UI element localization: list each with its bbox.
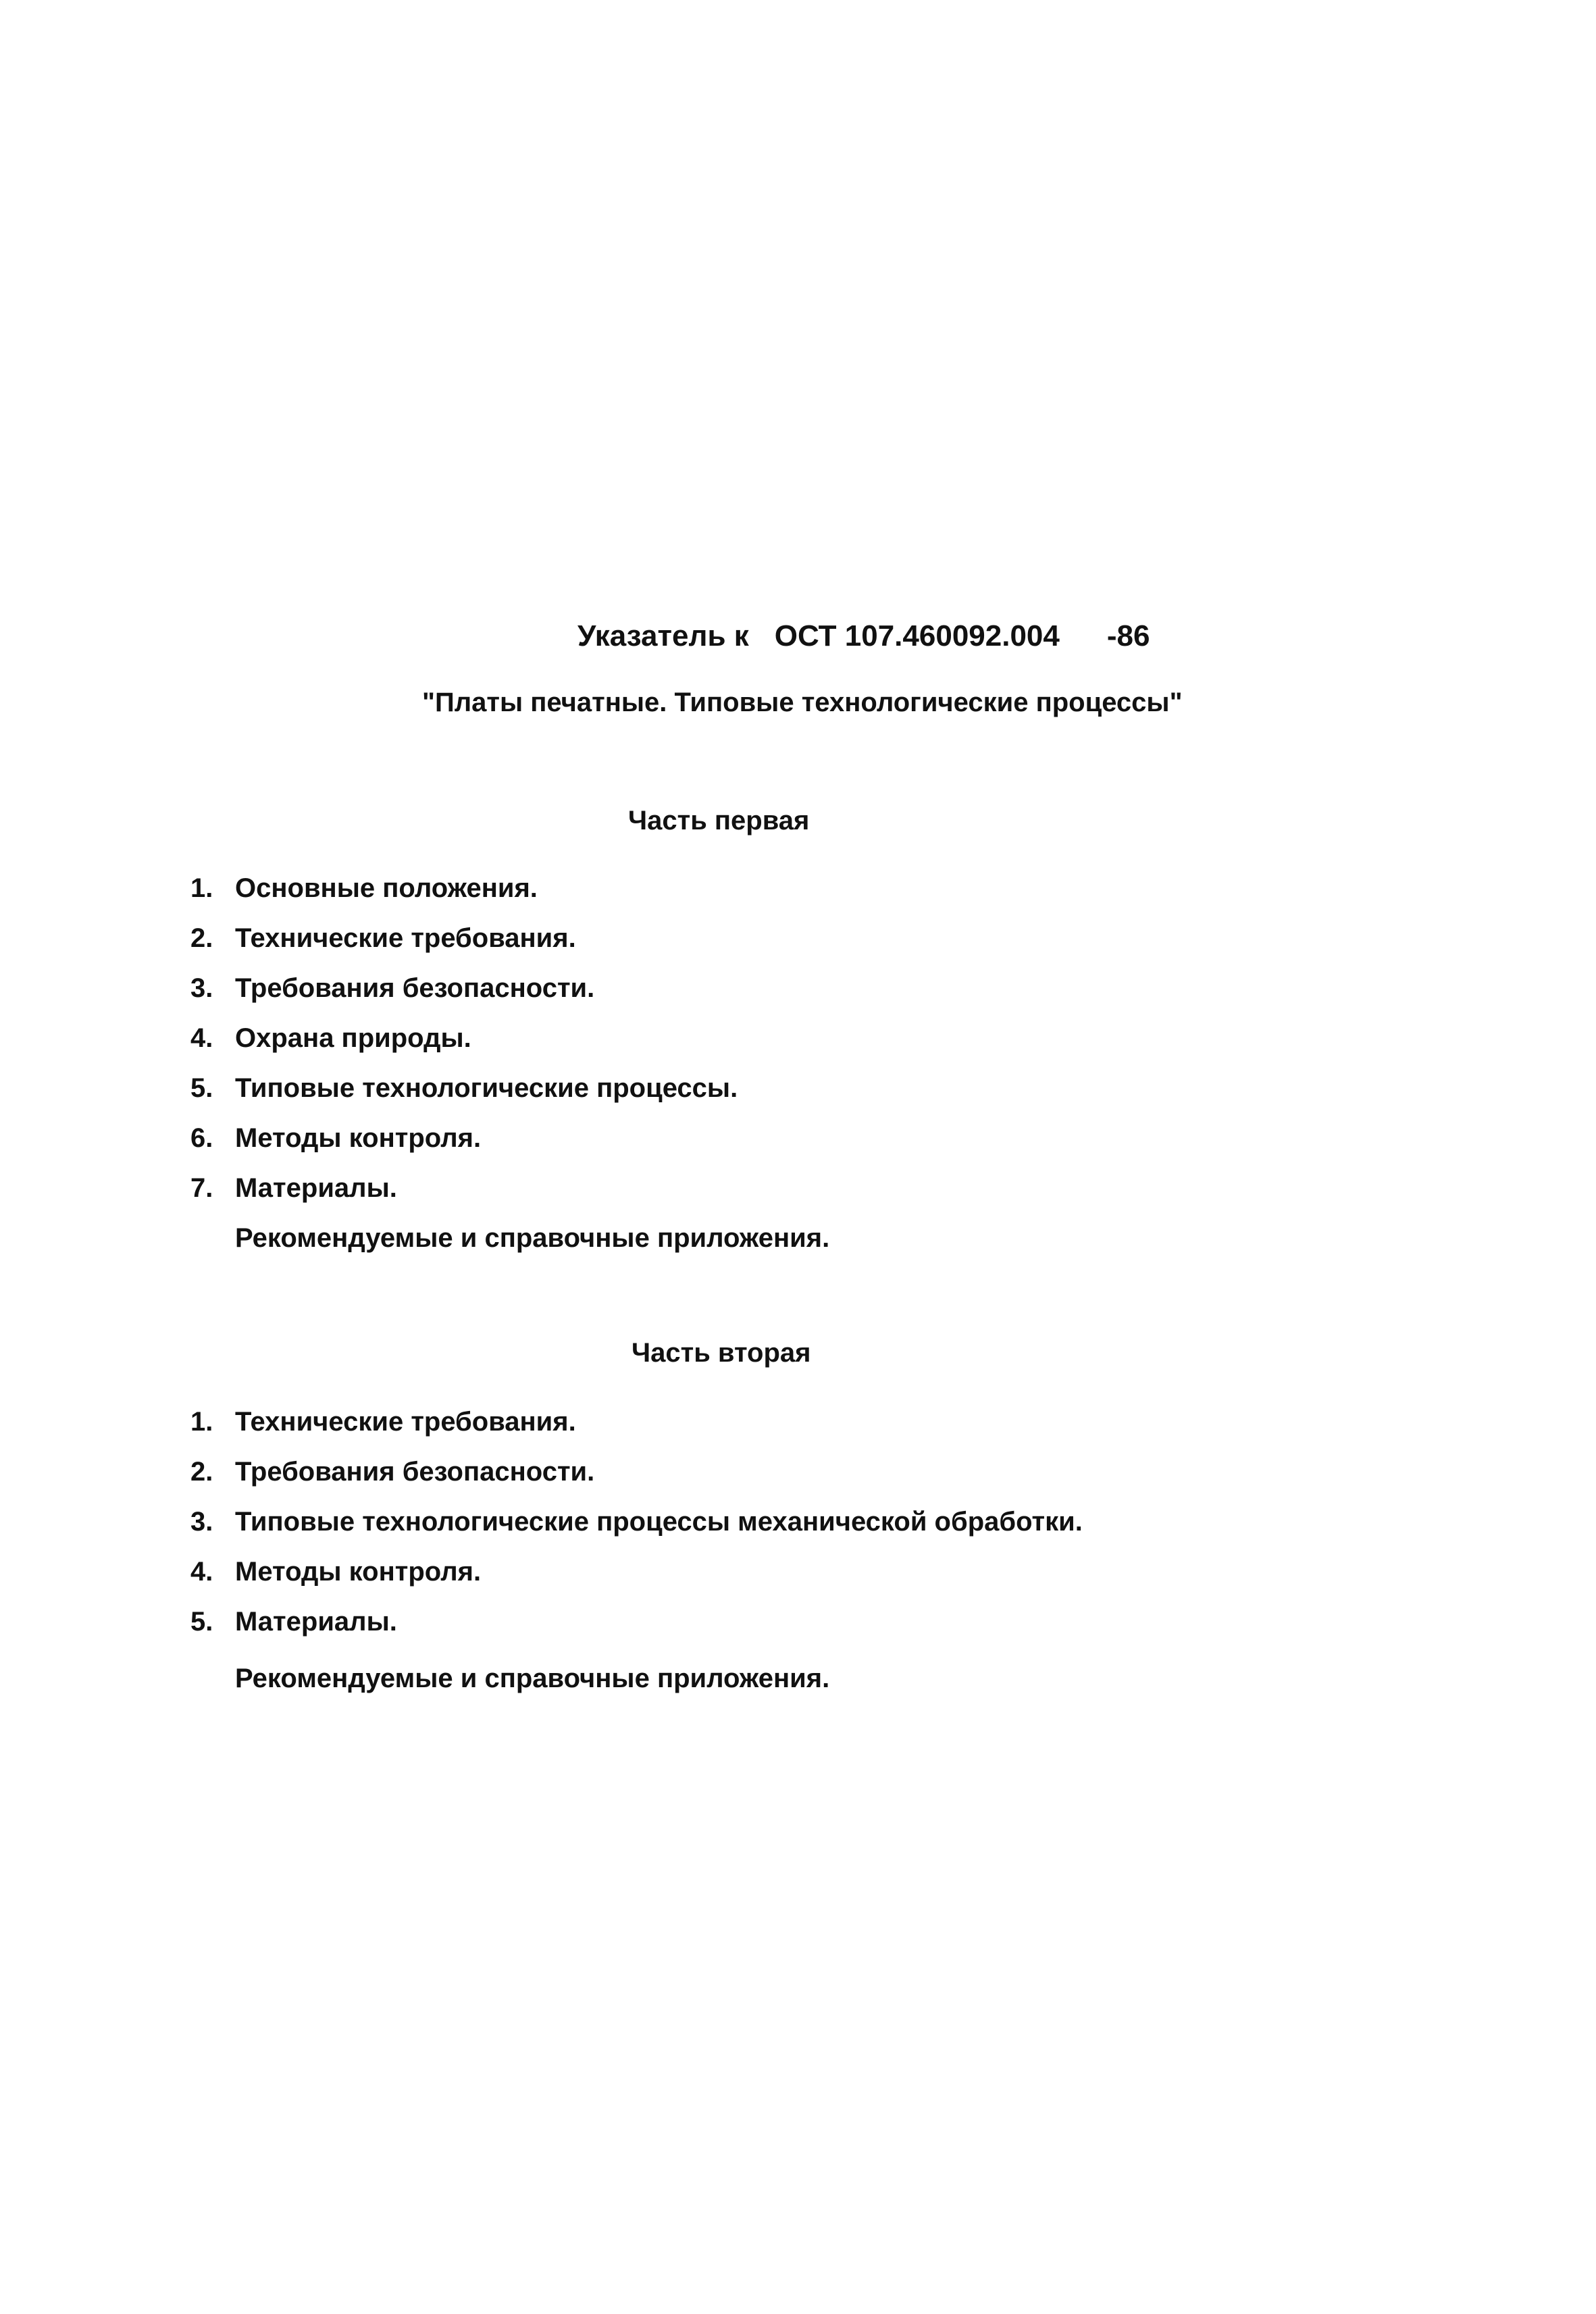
item-text: Основные положения. bbox=[235, 873, 538, 903]
item-number: 1. bbox=[190, 873, 213, 903]
item-text: Технические требования. bbox=[235, 1407, 576, 1437]
item-text: Требования безопасности. bbox=[235, 973, 595, 1003]
item-text: Типовые технологические процессы механической обработки. bbox=[235, 1507, 1083, 1537]
title-prefix: Указатель к bbox=[577, 619, 749, 652]
list-item bbox=[190, 1558, 481, 1585]
item-number: 7. bbox=[190, 1173, 213, 1203]
appendix-note: Рекомендуемые и справочные приложения. bbox=[235, 1223, 830, 1253]
list-item bbox=[190, 925, 576, 952]
list-item bbox=[190, 1508, 1083, 1535]
list-item bbox=[190, 975, 594, 1002]
list-item bbox=[190, 1025, 471, 1052]
list-item bbox=[190, 1608, 397, 1635]
item-number: 5. bbox=[190, 1607, 213, 1637]
list-item bbox=[190, 875, 538, 902]
appendix-note: Рекомендуемые и справочные приложения. bbox=[235, 1664, 830, 1693]
item-text: Материалы. bbox=[235, 1607, 397, 1637]
item-text: Типовые технологические процессы. bbox=[235, 1073, 738, 1103]
item-number: 3. bbox=[190, 973, 213, 1003]
part-one-heading: Часть первая bbox=[628, 806, 810, 835]
item-number: 4. bbox=[190, 1023, 213, 1053]
item-number: 4. bbox=[190, 1557, 213, 1587]
part-two-heading: Часть вторая bbox=[632, 1338, 811, 1368]
list-item bbox=[190, 1175, 397, 1202]
item-text: Методы контроля. bbox=[235, 1557, 482, 1587]
item-number: 1. bbox=[190, 1407, 213, 1437]
list-item bbox=[190, 1458, 594, 1485]
list-item bbox=[190, 1408, 576, 1435]
document-subtitle: "Платы печатные. Типовые технологические процессы" bbox=[422, 688, 1183, 717]
item-number: 2. bbox=[190, 1457, 213, 1487]
item-text: Требования безопасности. bbox=[235, 1457, 595, 1487]
standard-code: ОСТ 107.460092.004 bbox=[774, 619, 1060, 652]
list-item bbox=[190, 1075, 738, 1102]
document-title bbox=[577, 621, 1150, 651]
item-text: Методы контроля. bbox=[235, 1123, 482, 1153]
item-text: Технические требования. bbox=[235, 923, 576, 953]
item-number: 5. bbox=[190, 1073, 213, 1103]
standard-year: -86 bbox=[1106, 619, 1150, 652]
list-item bbox=[190, 1125, 481, 1152]
item-number: 6. bbox=[190, 1123, 213, 1153]
item-text: Материалы. bbox=[235, 1173, 397, 1203]
item-number: 3. bbox=[190, 1507, 213, 1537]
item-text: Охрана природы. bbox=[235, 1023, 471, 1053]
item-number: 2. bbox=[190, 923, 213, 953]
